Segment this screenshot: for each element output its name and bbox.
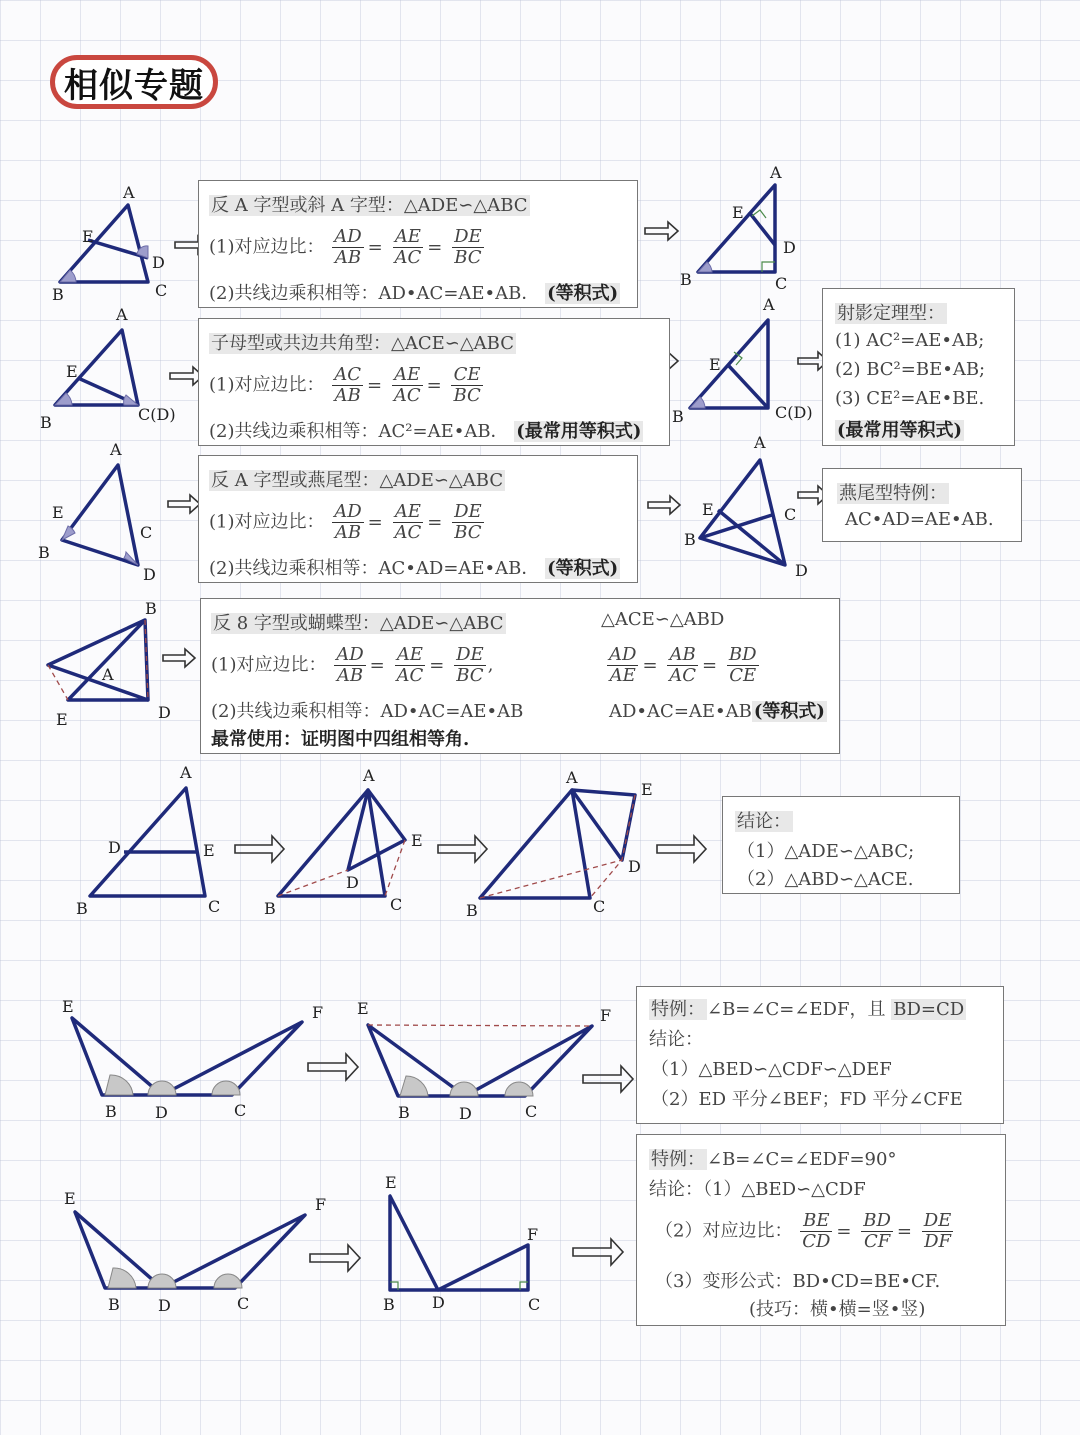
ratio-label: (1)对应边比：: [209, 511, 325, 533]
svg-text:E: E: [357, 999, 369, 1018]
svg-text:F: F: [312, 1003, 324, 1022]
ratio-label: （2）对应边比：: [655, 1220, 793, 1242]
item: (1) AC²=AE•AB;: [835, 330, 985, 351]
svg-text:D: D: [795, 561, 808, 580]
svg-text:B: B: [684, 530, 696, 549]
svg-text:E: E: [385, 1173, 397, 1192]
usage-note: 最常使用：证明图中四组相等角.: [211, 729, 470, 750]
item: (3) CE²=AE•BE.: [835, 388, 985, 409]
product-line: (2)共线边乘积相等：AC²=AE•AB．: [209, 421, 509, 442]
fraction: $\frac{AE}{AC}$: [393, 364, 421, 406]
svg-text:E: E: [62, 997, 74, 1016]
svg-text:C: C: [155, 281, 168, 300]
item: （2）ED 平分∠BEF；FD 平分∠CFE: [651, 1089, 963, 1110]
svg-text:B: B: [108, 1295, 120, 1314]
svg-text:B: B: [264, 899, 276, 918]
figure-a-shape: [60, 205, 148, 282]
svg-text:C: C: [390, 895, 403, 914]
svg-text:E: E: [64, 1189, 76, 1208]
svg-text:B: B: [40, 413, 52, 432]
svg-text:B: B: [672, 407, 684, 426]
box-projection-theorem: [822, 288, 1015, 446]
condition: ∠B=∠C=∠EDF=90°: [707, 1149, 897, 1170]
svg-text:C: C: [775, 274, 788, 293]
product-line: (2)共线边乘积相等：AD•AC=AE•AB．: [209, 283, 540, 304]
svg-text:E: E: [411, 831, 423, 850]
tag: (等积式): [547, 558, 619, 579]
svg-text:A: A: [763, 295, 775, 314]
tag: (最常用等积式): [516, 421, 642, 442]
svg-text:E: E: [702, 500, 714, 519]
item: （2）△ABD∽△ACE.: [737, 869, 914, 890]
figure-butterfly: [48, 620, 148, 700]
figure-rotate-1: [278, 790, 405, 896]
box-head: 特例：: [651, 1149, 705, 1170]
box-head: 反 8 字型或蝴蝶型：△ADE∽△ABC: [213, 613, 504, 634]
box-butterfly: 反 8 字型或蝴蝶型：△ADE∽△ABC △ACE∽△ABD (1)对应边比： $\frac{AD}{AB}$ = $\frac{AE}{AC}$ = $\frac{DE}{BC}$ , $\frac{AD}{AE}$ = $\frac{AB}{AC}$ = $\frac{BD}{CE}$ (2)共线边乘积相等：AD•AC=AE•AB AD•AC=AE•AB (等积式) 最常使用：证明图中四组相等角.: [200, 598, 840, 754]
svg-text:D: D: [432, 1293, 445, 1312]
svg-text:E: E: [66, 362, 78, 381]
fraction: $\frac{DE}{BC}$: [454, 226, 482, 268]
svg-text:F: F: [527, 1225, 539, 1244]
svg-text:F: F: [600, 1006, 612, 1025]
box-head: 子母型或共边共角型：△ACE∽△ABC: [211, 333, 515, 354]
svg-text:C(D): C(D): [775, 403, 813, 422]
condition: ∠B=∠C=∠EDF，且: [707, 999, 886, 1020]
svg-text:D: D: [158, 703, 171, 722]
box-swallowtail: 反 A 字型或燕尾型：△ADE∽△ABC (1)对应边比： $\frac{AD}{AB}$ = $\frac{AE}{AC}$ = $\frac{DE}{BC}$ (2)共线边乘积相等：AC•AD=AE•AB． (等积式): [198, 455, 638, 583]
ratio-label: (1)对应边比：: [209, 374, 325, 396]
fraction: $\frac{AC}{AB}$: [334, 364, 362, 406]
svg-text:A: A: [116, 305, 128, 324]
box-head-2: △ACE∽△ABD: [601, 609, 725, 630]
svg-text:E: E: [203, 841, 215, 860]
figure-kshape-2: [368, 1025, 592, 1096]
fraction: $\frac{AD}{AB}$: [334, 226, 362, 268]
item: (2) BC²=BE•AB;: [835, 359, 986, 380]
svg-text:C: C: [237, 1294, 250, 1313]
svg-text:C: C: [140, 523, 153, 542]
svg-text:B: B: [76, 899, 88, 918]
svg-text:B: B: [383, 1295, 395, 1314]
fraction: $\frac{AD}{AE}$: [609, 644, 637, 686]
svg-text:D: D: [783, 238, 796, 257]
fraction: $\frac{AD}{AB}$: [334, 501, 362, 543]
box-head: 射影定理型：: [837, 303, 945, 324]
svg-text:D: D: [158, 1296, 171, 1315]
tip: (技巧：横•横=竖•竖): [749, 1299, 926, 1320]
svg-text:A: A: [123, 183, 135, 202]
item: 结论：（1）△BED∽△CDF: [649, 1179, 866, 1200]
fraction: $\frac{DE}{DF}$: [923, 1210, 952, 1252]
box-swallowtail-special: [822, 468, 1022, 542]
svg-text:D: D: [143, 565, 156, 584]
svg-text:E: E: [641, 780, 653, 799]
fraction: $\frac{BD}{CE}$: [728, 644, 757, 686]
fraction: $\frac{BE}{CD}$: [802, 1210, 831, 1252]
conclusion-label: 结论：: [649, 1029, 703, 1050]
tag: (最常用等积式): [837, 420, 963, 441]
figure-kshape-3: [75, 1212, 305, 1288]
product-line-2: AD•AC=AE•AB: [609, 701, 752, 722]
fraction: $\frac{DE}{BC}$: [454, 501, 482, 543]
figure-right-kshape: [390, 1196, 528, 1290]
svg-text:A: A: [180, 763, 192, 782]
box-special-case-2: 特例： ∠B=∠C=∠EDF=90° 结论：（1）△BED∽△CDF （2）对应边比： $\frac{BE}{CD}$ = $\frac{BD}{CF}$ = $\frac{DE}{DF}$ （3）变形公式：BD•CD=BE•CF. (技巧：横•横=竖•竖): [636, 1134, 1006, 1326]
svg-text:C: C: [525, 1102, 538, 1121]
svg-text:C: C: [234, 1101, 247, 1120]
figure-swallowtail-1: [62, 465, 138, 565]
svg-text:A: A: [363, 766, 375, 785]
fraction: $\frac{AD}{AB}$: [336, 644, 364, 686]
svg-text:B: B: [52, 285, 64, 304]
svg-text:B: B: [105, 1102, 117, 1121]
svg-text:C: C: [593, 897, 606, 916]
condition-highlight: BD=CD: [893, 999, 965, 1020]
box-head: 结论：: [737, 811, 791, 832]
fraction: $\frac{CE}{BC}$: [453, 364, 481, 406]
product-line: (2)共线边乘积相等：AC•AD=AE•AB．: [209, 558, 540, 579]
svg-text:D: D: [459, 1104, 472, 1123]
figure-right-triangle-1: [698, 185, 775, 272]
svg-text:E: E: [732, 203, 744, 222]
box-special-case-1: [636, 986, 1004, 1124]
tag: (等积式): [753, 701, 825, 722]
svg-text:D: D: [155, 1103, 168, 1122]
item: （3）变形公式：BD•CD=BE•CF.: [655, 1271, 941, 1292]
fraction: $\frac{AB}{AC}$: [669, 644, 697, 686]
svg-text:A: A: [110, 440, 122, 459]
svg-text:B: B: [38, 543, 50, 562]
svg-text:B: B: [398, 1103, 410, 1122]
fraction: $\frac{AE}{AC}$: [396, 644, 424, 686]
svg-text:E: E: [56, 710, 68, 729]
fraction: $\frac{AE}{AC}$: [394, 226, 422, 268]
box-conclusion: [722, 796, 960, 894]
svg-text:C(D): C(D): [138, 405, 176, 424]
svg-text:D: D: [108, 838, 121, 857]
ratio-label: (1)对应边比：: [209, 236, 325, 258]
svg-text:B: B: [680, 270, 692, 289]
svg-text:E: E: [82, 227, 94, 246]
fraction: $\frac{BD}{CF}$: [863, 1210, 891, 1252]
figure-projection: [690, 320, 768, 408]
figure-rotate-2: [480, 790, 635, 898]
svg-text:F: F: [315, 1195, 327, 1214]
svg-text:A: A: [566, 768, 578, 787]
svg-text:D: D: [346, 873, 359, 892]
fraction: $\frac{DE}{BC}$: [456, 644, 484, 686]
fraction: $\frac{AE}{AC}$: [394, 501, 422, 543]
svg-text:B: B: [145, 599, 157, 618]
page-title: 相似专题: [50, 55, 218, 109]
item: （1）△BED∽△CDF∽△DEF: [651, 1059, 892, 1080]
box-head: 燕尾型特例：: [839, 483, 947, 504]
box-head: 反 A 字型或燕尾型：△ADE∽△ABC: [211, 470, 504, 491]
item: （1）△ADE∽△ABC;: [737, 841, 915, 862]
ratio-label: (1)对应边比：: [211, 654, 327, 676]
box-reverse-a-shape: 反 A 字型或斜 A 字型：△ADE∽△ABC (1)对应边比： $\frac{AD}{AB}$ = $\frac{AE}{AC}$ = $\frac{DE}{BC}$ (2)共线边乘积相等：AD•AC=AE•AB． (等积式): [198, 180, 638, 308]
svg-text:E: E: [52, 503, 64, 522]
svg-text:A: A: [102, 665, 114, 684]
svg-text:D: D: [628, 857, 641, 876]
svg-text:C: C: [528, 1295, 541, 1314]
product-line: (2)共线边乘积相等：AD•AC=AE•AB: [211, 701, 524, 722]
svg-text:A: A: [754, 433, 766, 452]
svg-text:D: D: [152, 253, 165, 272]
tag: (等积式): [547, 283, 619, 304]
box-head: 特例：: [651, 999, 705, 1020]
item: AC•AD=AE•AB.: [845, 509, 994, 530]
svg-text:C: C: [784, 505, 797, 524]
box-mother-child: 子母型或共边共角型：△ACE∽△ABC (1)对应边比： $\frac{AC}{AB}$ = $\frac{AE}{AC}$ = $\frac{CE}{BC}$ (2)共线边乘积相等：AC²=AE•AB． (最常用等积式): [198, 318, 670, 446]
svg-text:E: E: [709, 355, 721, 374]
svg-text:C: C: [208, 897, 221, 916]
svg-text:A: A: [770, 163, 782, 182]
figure-kshape-1: [72, 1018, 302, 1095]
box-head: 反 A 字型或斜 A 字型：△ADE∽△ABC: [211, 195, 528, 216]
svg-text:B: B: [466, 901, 478, 920]
